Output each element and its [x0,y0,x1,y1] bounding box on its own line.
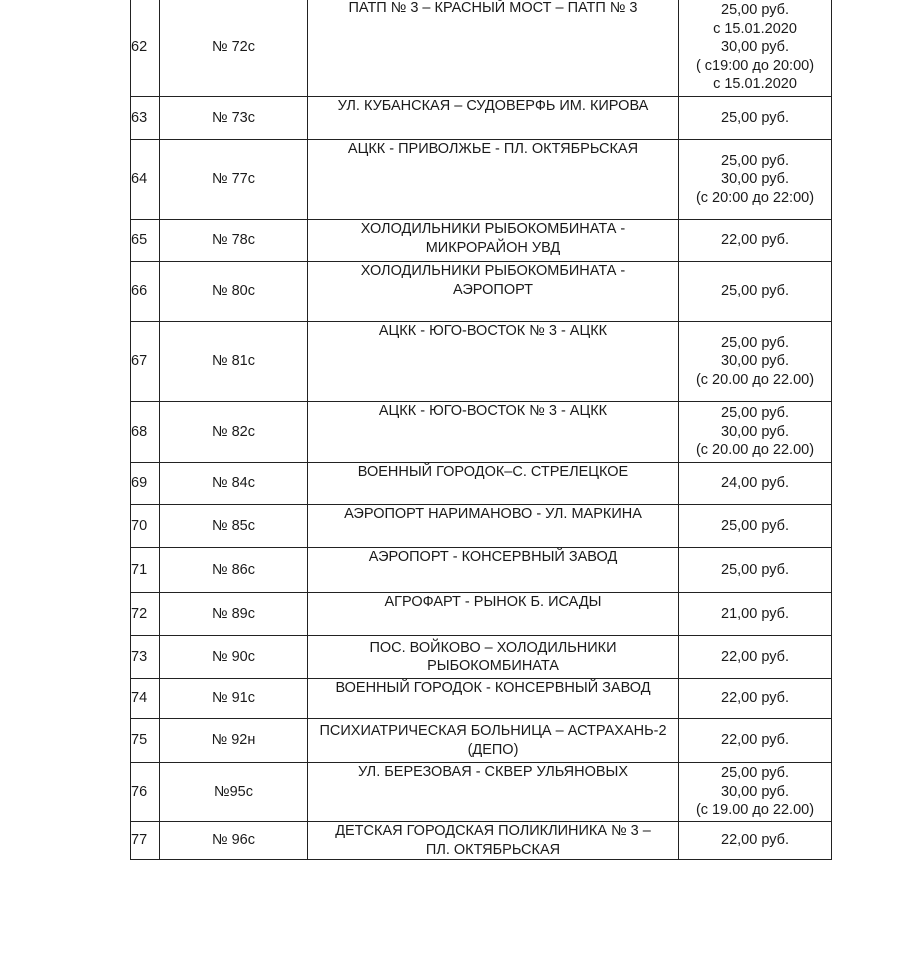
route-name-line: УЛ. БЕРЕЗОВАЯ - СКВЕР УЛЬЯНОВЫХ [357,764,629,780]
fare-cell [679,719,832,763]
route-name-cell [308,505,679,548]
route-name-line: ПАТП № 3 – КРАСНЫЙ МОСТ – ПАТП № 3 [348,0,638,16]
fare-cell [679,140,832,220]
route-name-line: АЭРОПОРТ - КОНСЕРВНЫЙ ЗАВОД [368,549,618,565]
fare-line: 25,00 руб. [721,561,789,578]
fare-line: с 15.01.2020 [713,20,797,37]
table-row [131,719,832,763]
route-name-cell [308,636,679,679]
row-number-cell: 63 [131,97,160,140]
table-row [131,548,832,593]
fare-line: 25,00 руб. [721,405,789,422]
fare-line: ( с19:00 до 20:00) [695,57,815,74]
fare-cell [679,402,832,463]
fare-cell [679,636,832,679]
fare-cell [679,262,832,322]
fare-line: 30,00 руб. [721,783,789,800]
table-row [131,679,832,719]
route-number-cell: № 78с [160,220,308,262]
fare-line: 30,00 руб. [721,423,789,440]
fare-line: 25,00 руб. [721,334,789,351]
route-name-cell [308,0,679,97]
route-name-line: РЫБОКОМБИНАТА [427,658,559,674]
table-row [131,463,832,505]
route-name-cell [308,548,679,593]
fare-cell [679,593,832,636]
route-name-line: АЭРОПОРТ [453,281,533,298]
route-name-cell [308,463,679,505]
row-number-cell: 74 [131,679,160,719]
fare-line: (с 19.00 до 22.00) [695,802,815,819]
fare-cell [679,548,832,593]
table-row [131,822,832,860]
table-row [131,97,832,140]
fare-cell [679,220,832,262]
row-number-cell: 76 [131,763,160,822]
route-name-line: ПОС. ВОЙКОВО – ХОЛОДИЛЬНИКИ [369,639,617,656]
row-number-cell: 66 [131,262,160,322]
route-name-line: ВОЕННЫЙ ГОРОДОК–С. СТРЕЛЕЦКОЕ [357,464,629,480]
route-name-line: МИКРОРАЙОН УВД [425,239,561,256]
table-row [131,593,832,636]
fare-line: (с 20.00 до 22.00) [695,442,815,459]
fare-line: 21,00 руб. [721,605,789,622]
row-number-cell: 68 [131,402,160,463]
fare-line: 22,00 руб. [721,732,789,749]
table-row [131,763,832,822]
route-name-cell [308,679,679,719]
route-name-cell [308,593,679,636]
route-name-line: ХОЛОДИЛЬНИКИ РЫБОКОМБИНАТА - [360,263,626,279]
route-name-cell [308,140,679,220]
route-name-cell [308,322,679,402]
route-number-cell: № 72с [160,0,308,97]
table-row [131,402,832,463]
row-number-cell: 77 [131,822,160,860]
route-name-cell [308,262,679,322]
fare-cell [679,679,832,719]
row-number-cell: 62 [131,0,160,97]
route-name-line: ПСИХИАТРИЧЕСКАЯ БОЛЬНИЦА – АСТРАХАНЬ-2 [319,723,667,739]
fare-line: 30,00 руб. [721,353,789,370]
route-name-line: АЦКК - ЮГО-ВОСТОК № 3 - АЦКК [378,323,608,339]
fare-line: 22,00 руб. [721,832,789,849]
fare-line: 25,00 руб. [721,152,789,169]
route-name-line: (ДЕПО) [467,741,519,758]
row-number-cell: 75 [131,719,160,763]
tariff-table-body [131,0,832,860]
row-number-cell: 67 [131,322,160,402]
route-name-cell [308,719,679,763]
row-number-cell: 73 [131,636,160,679]
table-row [131,140,832,220]
row-number-cell: 64 [131,140,160,220]
route-number-cell: № 85с [160,505,308,548]
row-number-cell: 71 [131,548,160,593]
route-name-cell [308,97,679,140]
route-number-cell: № 90с [160,636,308,679]
fare-line: 22,00 руб. [721,648,789,665]
route-name-line: АЭРОПОРТ НАРИМАНОВО - УЛ. МАРКИНА [344,506,642,522]
route-name-line: ХОЛОДИЛЬНИКИ РЫБОКОМБИНАТА - [360,221,626,237]
table-row [131,505,832,548]
route-number-cell: № 96с [160,822,308,860]
route-number-cell: №95с [160,763,308,822]
route-name-line: ДЕТСКАЯ ГОРОДСКАЯ ПОЛИКЛИНИКА № 3 – [335,823,651,839]
fare-cell [679,97,832,140]
route-name-line: УЛ. КУБАНСКАЯ – СУДОВЕРФЬ ИМ. КИРОВА [337,98,649,114]
route-number-cell: № 80с [160,262,308,322]
fare-line: 25,00 руб. [721,2,789,19]
route-name-cell [308,822,679,860]
route-name-cell [308,763,679,822]
route-number-cell: № 91с [160,679,308,719]
fare-cell [679,0,832,97]
fare-line: (с 20.00 до 22.00) [695,371,815,388]
fare-line: 25,00 руб. [721,765,789,782]
fare-line: 22,00 руб. [721,690,789,707]
row-number-cell: 70 [131,505,160,548]
table-row [131,0,832,97]
fare-line: 22,00 руб. [721,232,789,249]
route-number-cell: № 82с [160,402,308,463]
route-number-cell: № 77с [160,140,308,220]
fare-cell [679,505,832,548]
route-number-cell: № 84с [160,463,308,505]
route-number-cell: № 89с [160,593,308,636]
route-number-cell: № 73с [160,97,308,140]
row-number-cell: 69 [131,463,160,505]
route-number-cell: № 86с [160,548,308,593]
route-name-line: АЦКК - ПРИВОЛЖЬЕ - ПЛ. ОКТЯБРЬСКАЯ [347,141,639,157]
route-name-line: ВОЕННЫЙ ГОРОДОК - КОНСЕРВНЫЙ ЗАВОД [335,680,651,696]
route-name-line: АЦКК - ЮГО-ВОСТОК № 3 - АЦКК [378,403,608,419]
fare-line: (с 20:00 до 22:00) [695,189,815,206]
fare-cell [679,463,832,505]
route-name-line: АГРОФАРТ - РЫНОК Б. ИСАДЫ [384,594,602,610]
fare-line: 25,00 руб. [721,283,789,300]
row-number-cell: 65 [131,220,160,262]
fare-line: 30,00 руб. [721,171,789,188]
route-number-cell: № 81с [160,322,308,402]
fare-cell [679,763,832,822]
fare-cell [679,822,832,860]
route-number-cell: № 92н [160,719,308,763]
route-name-cell [308,220,679,262]
route-name-cell [308,402,679,463]
tariff-table [130,0,832,860]
fare-line: 25,00 руб. [721,109,789,126]
table-row [131,636,832,679]
fare-line: 24,00 руб. [721,475,789,492]
fare-line: 30,00 руб. [721,39,789,56]
table-row [131,322,832,402]
fare-line: 25,00 руб. [721,517,789,534]
fare-cell [679,322,832,402]
table-row [131,220,832,262]
fare-line: с 15.01.2020 [713,76,797,93]
table-row [131,262,832,322]
route-name-line: ПЛ. ОКТЯБРЬСКАЯ [425,841,561,858]
row-number-cell: 72 [131,593,160,636]
